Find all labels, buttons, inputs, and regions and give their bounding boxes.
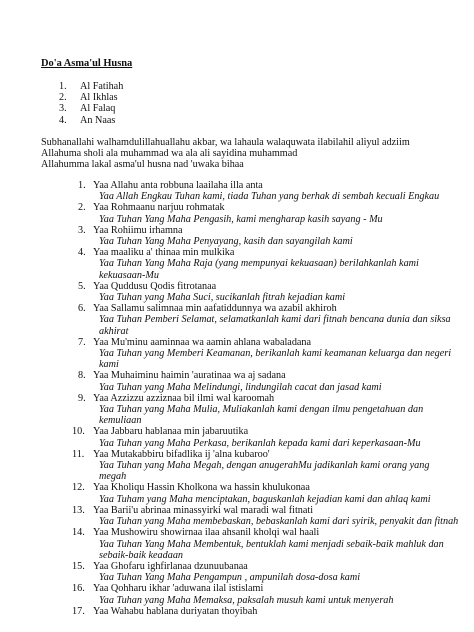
list-item-meaning: Yaa Tuhan Yang Maha Membentuk, bentuklah kami menjadi sebaik-baik mahluk dan sebaik-baik keadaan xyxy=(99,538,444,561)
intro-item-number: 1. xyxy=(59,81,67,92)
list-item-meaning: Yaa Tuhan yang Maha membebaskan, bebaskanlah kami dari syirik, penyakit dan fitnah xyxy=(99,516,459,528)
intro-item-text: Al Ikhlas xyxy=(80,92,118,104)
list-item xyxy=(41,561,471,583)
list-item-transliteration: Yaa Qohharu ikhar 'aduwana ilal istislami xyxy=(93,583,264,595)
opening-line: Subhanallahi walhamdulillahuallahu akbar, wa lahaula walaquwata ilabilahil aliyul adziim xyxy=(41,137,410,148)
list-item-number: 5. xyxy=(78,280,86,292)
list-item-number: 7. xyxy=(78,336,86,348)
list-item-number: 12. xyxy=(72,482,85,494)
list-item xyxy=(41,202,471,224)
opening-line: Allahuma sholi ala muhammad wa ala ali sayidina muhammad xyxy=(41,148,298,160)
list-item-meaning: Yaa Tuhan yang Maha Memaksa, paksalah musuh kami untuk menyerah xyxy=(99,594,394,606)
list-item-transliteration: Yaa Barii'u abrinaa minassyirki wal maradi wal fitnati xyxy=(93,504,314,516)
list-item-transliteration: Yaa Rohiimu irhamna xyxy=(93,224,183,236)
intro-item-number: 4. xyxy=(59,114,67,126)
list-item-number: 4. xyxy=(78,247,86,259)
list-item-number: 17. xyxy=(72,605,85,617)
intro-item-text: Al Falaq xyxy=(80,103,116,115)
list-item xyxy=(41,527,471,561)
list-item-number: 6. xyxy=(78,303,86,315)
asma-list xyxy=(41,180,471,617)
list-item xyxy=(41,281,471,303)
list-item xyxy=(41,225,471,247)
list-item-meaning: Yaa Tuhan yang Maha Melindungi, lindungilah cacat dan jasad kami xyxy=(99,381,382,393)
list-item-transliteration: Yaa Mu'minu aaminnaa wa aamin ahlana wabaladana xyxy=(93,336,312,348)
list-item-number: 2. xyxy=(78,202,86,214)
list-item-meaning: Yaa Tuhan Yang Maha Pengasih, kami mengharap kasih sayang - Mu xyxy=(99,213,383,225)
list-item-number: 15. xyxy=(72,560,85,572)
list-item-transliteration: Yaa Kholiqu Hassin Kholkona wa hassin khulukonaa xyxy=(93,482,310,494)
list-item-transliteration: Yaa Wahabu hablana duriyatan thoyibah xyxy=(93,605,258,617)
list-item-transliteration: Yaa Azzizzu azziznaa bil ilmi wal karoomah xyxy=(93,392,275,404)
list-item-transliteration: Yaa maaliku a' thinaa min mulkika xyxy=(93,247,235,259)
document-title: Do'a Asma'ul Husna xyxy=(41,58,133,69)
list-item xyxy=(41,606,471,617)
list-item-number: 3. xyxy=(78,224,86,236)
list-item xyxy=(41,449,471,483)
list-item xyxy=(41,426,471,448)
list-item-meaning: Yaa Tuham yang Maha menciptakan, baguskanlah kejadian kami dan ahlaq kami xyxy=(99,493,431,505)
intro-item-number: 2. xyxy=(59,92,67,104)
list-item-number: 13. xyxy=(72,504,85,516)
list-item-number: 8. xyxy=(78,370,86,382)
list-item-number: 1. xyxy=(78,180,86,191)
list-item xyxy=(41,393,471,427)
list-item-number: 16. xyxy=(72,583,85,595)
list-item-transliteration: Yaa Mutakabbiru bifadlika ij 'alna kubaroo' xyxy=(93,448,270,460)
list-item-meaning: Yaa Tuhan yang Maha Perkasa, berikanlah kepada kami dari keperkasaan-Mu xyxy=(99,437,421,449)
list-item xyxy=(41,180,471,202)
list-item-transliteration: Yaa Sallamu salimnaa min aafatiddunnya wa azabil akhiroh xyxy=(93,303,337,315)
list-item-meaning: Yaa Tuhan yang Maha Megah, dengan anugerahMu jadikanlah kami orang yang megah xyxy=(99,460,430,483)
list-item-transliteration: Yaa Mushowiru showirnaa ilaa ahsanil kholqi wal haali xyxy=(93,527,320,539)
list-item-transliteration: Yaa Allahu anta robbuna laailaha illa anta xyxy=(93,180,263,191)
list-item-meaning: Yaa Tuhan yang Memberi Keamanan, berikanlah kami keamanan keluarga dan negeri kami xyxy=(99,348,452,371)
list-item-transliteration: Yaa Rohmaanu narjuu rohmatak xyxy=(93,202,225,214)
list-item-meaning: Yaa Tuhan Yang Maha Pengampun , ampunilah dosa-dosa kami xyxy=(99,572,361,584)
list-item xyxy=(41,303,471,337)
list-item-meaning: Yaa Tuhan Yang Maha Raja (yang mempunyai kekuasaan) berilahkanlah kami kekuasaan-Mu xyxy=(99,258,419,281)
list-item xyxy=(41,337,471,371)
list-item-transliteration: Yaa Ghofaru ighfirlanaa dzunuubanaa xyxy=(93,560,248,572)
opening-prayer xyxy=(41,137,471,171)
opening-line: Allahumma lakal asma'ul husna nad 'uwaka bihaa xyxy=(41,159,244,171)
list-item-transliteration: Yaa Quddusu Qodis fitrotanaa xyxy=(93,280,217,292)
list-item-meaning: Yaa Tuhan Pemberi Selamat, selamatkanlah kami dari fitnah bencana dunia dan siksa akhirat xyxy=(99,314,451,337)
list-item xyxy=(41,370,471,392)
list-item-meaning: Yaa Tuhan Yang Maha Penyayang, kasih dan sayangilah kami xyxy=(99,236,353,248)
list-item xyxy=(41,482,471,504)
list-item-transliteration: Yaa Jabbaru hablanaa min jabaruutika xyxy=(93,426,249,438)
intro-item-number: 3. xyxy=(59,103,67,115)
list-item xyxy=(41,583,471,605)
list-item-meaning: Yaa Tuhan yang Maha Mulia, Muliakanlah kami dengan ilmu pengetahuan dan kemuliaan xyxy=(99,404,424,427)
list-item-transliteration: Yaa Muhaiminu haimin 'auratinaa wa aj sadana xyxy=(93,370,286,382)
list-item-meaning: Yaa Allah Engkau Tuhan kami, tiada Tuhan yang berhak di sembah kecuali Engkau xyxy=(99,191,440,203)
intro-item-text: Al Fatihah xyxy=(80,81,124,92)
list-item xyxy=(41,247,471,281)
intro-item-text: An Naas xyxy=(80,114,116,126)
list-item-number: 10. xyxy=(72,426,85,438)
list-item-meaning: Yaa Tuhan yang Maha Suci, sucikanlah fitrah kejadian kami xyxy=(99,292,346,304)
list-item-number: 14. xyxy=(72,527,85,539)
list-item xyxy=(41,505,471,527)
list-item-number: 11. xyxy=(72,448,85,460)
list-item-number: 9. xyxy=(78,392,86,404)
